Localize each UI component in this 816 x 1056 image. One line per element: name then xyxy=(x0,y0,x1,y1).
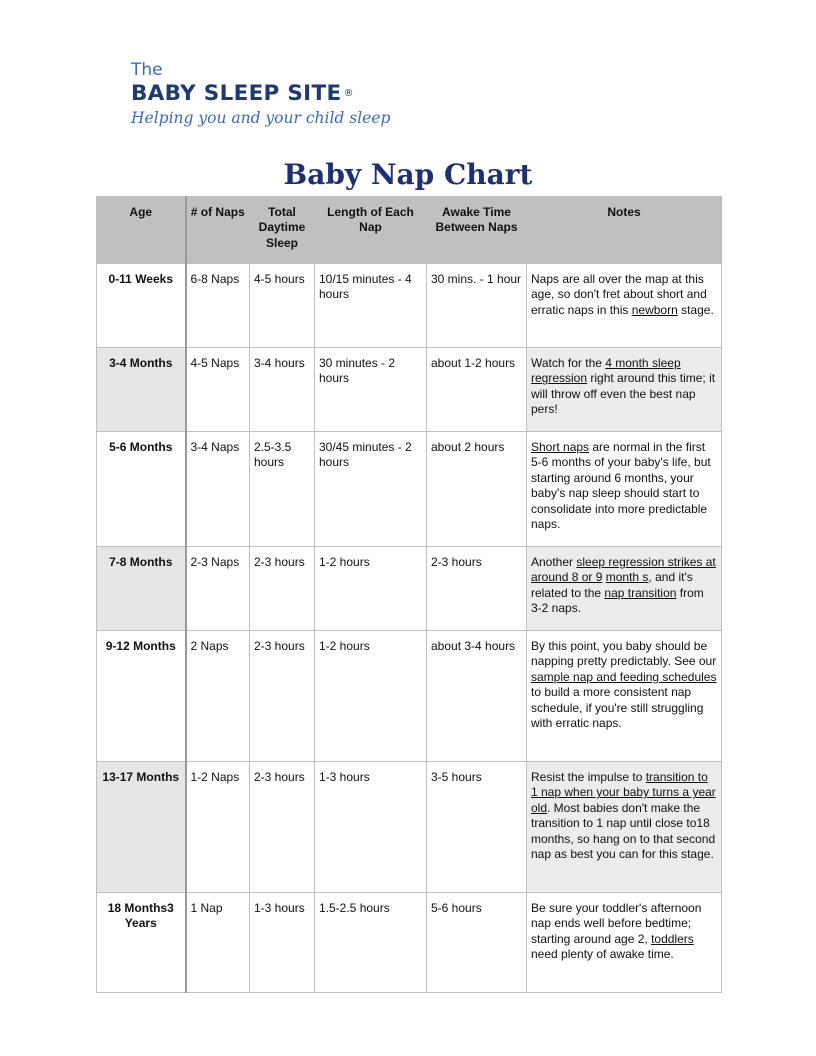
age-cell: 5-6 Months xyxy=(97,432,186,547)
awake-time-cell: 2-3 hours xyxy=(427,547,527,631)
notes-text: , and it's related to the xyxy=(531,570,693,600)
naps-cell: 1 Nap xyxy=(186,893,250,993)
header-nap-length: Length of Each Nap xyxy=(315,197,427,264)
notes-cell xyxy=(527,762,722,893)
naps-cell: 4-5 Naps xyxy=(186,348,250,432)
page-title: Baby Nap Chart xyxy=(283,158,533,191)
notes-link[interactable]: nap transition xyxy=(604,585,677,600)
notes-text: Naps are all over the map at this age, so don't fret about short and erratic naps in this xyxy=(531,272,707,317)
notes-cell xyxy=(527,432,722,547)
logo-name: BABY SLEEP SITE ® xyxy=(131,81,354,106)
table-row xyxy=(97,432,722,547)
total-sleep-cell: 2.5-3.5 hours xyxy=(250,432,315,547)
logo-tagline: Helping you and your child sleep xyxy=(131,109,391,127)
age-cell: 7-8 Months xyxy=(97,547,186,631)
notes-text: right around this time; it will throw off even the best nap pers! xyxy=(531,371,716,417)
header-total-sleep: Total Daytime Sleep xyxy=(250,197,315,264)
notes-cell xyxy=(527,893,722,993)
notes-text: Another xyxy=(531,555,577,569)
table-row xyxy=(97,762,722,893)
notes-text: By this point, you baby should be napping pretty predictably. See our xyxy=(531,639,717,669)
naps-cell: 1-2 Naps xyxy=(186,762,250,893)
nap-length-cell: 1.5-2.5 hours xyxy=(315,893,427,993)
total-sleep-cell: 3-4 hours xyxy=(250,348,315,432)
table-body xyxy=(97,264,722,993)
age-cell: 13-17 Months xyxy=(97,762,186,893)
notes-text: from 3-2 naps. xyxy=(531,585,704,616)
awake-time-cell: about 2 hours xyxy=(427,432,527,547)
notes-link[interactable]: sample nap and feeding schedules xyxy=(531,669,717,684)
notes-cell xyxy=(527,631,722,762)
total-sleep-cell: 2-3 hours xyxy=(250,547,315,631)
notes-text: to build a more consistent nap schedule, if you're still struggling with erratic naps. xyxy=(531,685,704,731)
awake-time-cell: 3-5 hours xyxy=(427,762,527,893)
logo-the: The xyxy=(131,60,163,80)
age-cell: 0-11 Weeks xyxy=(97,264,186,348)
header-age: Age xyxy=(97,197,186,264)
notes-text: need plenty of awake time. xyxy=(531,947,674,962)
notes-text: Resist the impulse to xyxy=(531,770,646,784)
notes-link[interactable]: newborn xyxy=(631,302,678,317)
notes-link[interactable]: sleep regression strikes at around 8 or 9 xyxy=(531,555,716,585)
nap-chart-table xyxy=(96,196,722,993)
table-row xyxy=(97,631,722,762)
nap-length-cell: 1-2 hours xyxy=(315,547,427,631)
notes-link[interactable]: 4 month sleep regression xyxy=(531,356,681,386)
notes-text: Watch for the xyxy=(531,356,606,370)
notes-link[interactable]: Short naps xyxy=(531,440,590,454)
awake-time-cell: 5-6 hours xyxy=(427,893,527,993)
total-sleep-cell: 2-3 hours xyxy=(250,631,315,762)
naps-cell: 6-8 Naps xyxy=(186,264,250,348)
naps-cell: 3-4 Naps xyxy=(186,432,250,547)
notes-cell xyxy=(527,264,722,348)
table-header-row xyxy=(97,197,722,264)
table-row xyxy=(97,893,722,993)
table-row xyxy=(97,264,722,348)
notes-text: Be sure your toddler's afternoon nap ends well before bedtime; starting around age 2, xyxy=(531,901,702,946)
notes-link[interactable]: toddlers xyxy=(651,931,694,946)
header-notes: Notes xyxy=(527,197,722,264)
nap-length-cell: 30/45 minutes - 2 hours xyxy=(315,432,427,547)
nap-length-cell: 1-2 hours xyxy=(315,631,427,762)
notes-text: stage. xyxy=(677,302,714,317)
total-sleep-cell: 1-3 hours xyxy=(250,893,315,993)
age-cell: 9-12 Months xyxy=(97,631,186,762)
header-naps: # of Naps xyxy=(186,197,250,264)
nap-length-cell: 1-3 hours xyxy=(315,762,427,893)
awake-time-cell: 30 mins. - 1 hour xyxy=(427,264,527,348)
table-row xyxy=(97,348,722,432)
awake-time-cell: about 1-2 hours xyxy=(427,348,527,432)
naps-cell: 2 Naps xyxy=(186,631,250,762)
naps-cell: 2-3 Naps xyxy=(186,547,250,631)
notes-cell xyxy=(527,348,722,432)
age-cell: 18 Months3 Years xyxy=(97,893,186,993)
awake-time-cell: about 3-4 hours xyxy=(427,631,527,762)
nap-length-cell: 30 minutes - 2 hours xyxy=(315,348,427,432)
site-logo[interactable] xyxy=(131,60,390,128)
registered-mark: ® xyxy=(343,88,354,99)
header-awake-time: Awake Time Between Naps xyxy=(427,197,527,264)
nap-length-cell: 10/15 minutes - 4 hours xyxy=(315,264,427,348)
total-sleep-cell: 2-3 hours xyxy=(250,762,315,893)
table-row xyxy=(97,547,722,631)
age-cell: 3-4 Months xyxy=(97,348,186,432)
total-sleep-cell: 4-5 hours xyxy=(250,264,315,348)
notes-text: . Most babies don't make the transition to 1 nap until close to18 months, so hang on to that second nap as best you can for this stage. xyxy=(531,800,716,862)
notes-cell xyxy=(527,547,722,631)
notes-text: are normal in the first 5-6 months of your baby's life, but starting around 6 months, your baby's nap sleep should start to consolidate into more predictable naps. xyxy=(531,440,711,532)
notes-link[interactable]: transition to 1 nap when your baby turns a year old xyxy=(531,770,716,815)
notes-link[interactable]: month s xyxy=(605,570,649,585)
